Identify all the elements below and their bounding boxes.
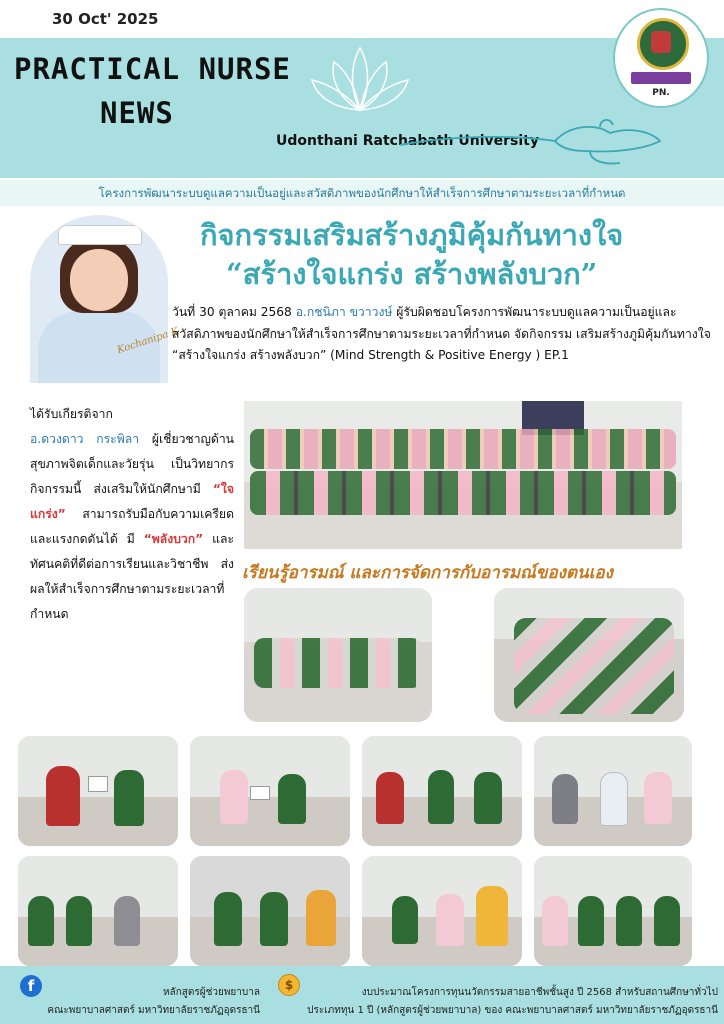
coordinator-portrait <box>30 215 168 383</box>
newsletter-title-line2: NEWS <box>100 96 174 130</box>
newsletter-title-line1: PRACTICAL NURSE <box>14 52 291 86</box>
logo-ribbon <box>631 72 691 84</box>
coin-icon: $ <box>278 974 300 996</box>
speaker-text-4: และทัศนคติที่ดีต่อการเรียนและวิชาชีพ ส่งผลให้สำเร็จการศึกษาตามระยะเวลาที่กำหนด <box>30 532 234 621</box>
seated-students <box>514 618 674 714</box>
portrait-signature: Kochanipa K. <box>115 324 184 357</box>
footer-funding-line2: ประเภททุน 1 ปี (หลักสูตรผู้ช่วยพยาบาล) ของ คณะพยาบาลศาสตร์ มหาวิทยาลัยราชภัฏอุดรธานี <box>307 1005 718 1016</box>
footer-faculty-name: คณะพยาบาลศาสตร์ มหาวิทยาลัยราชภัฏอุดรธานี <box>47 1005 260 1016</box>
activity-photo-3 <box>18 736 178 846</box>
activity-photo-7 <box>18 856 178 966</box>
activity-photo-8 <box>190 856 350 966</box>
project-banner: โครงการพัฒนาระบบดูแลความเป็นอยู่และสวัสดิภาพของนักศึกษาให้สำเร็จการศึกษาตามระยะเวลาที่กำหนด <box>0 180 724 206</box>
activity-photo-10 <box>534 856 692 966</box>
faculty-logo <box>613 8 709 108</box>
section-heading: เรียนรู้อารมณ์ และการจัดการกับอารมณ์ของตนเอง <box>242 563 613 583</box>
group-photo <box>244 401 682 549</box>
facebook-icon[interactable]: f <box>20 975 42 997</box>
activity-photo-4 <box>190 736 350 846</box>
logo-emblem <box>637 18 689 70</box>
keyword-positive-energy: “พลังบวก” <box>143 532 204 546</box>
speaker-text-2: ผู้เชี่ยวชาญด้านสุขภาพจิตเด็กและวัยรุ่น เป็นวิทยากร กิจกรรมนี้ ส่งเสริมให้นักศึกษามี <box>30 432 235 496</box>
activity-photo-2 <box>494 588 684 722</box>
intro-paragraph <box>172 302 712 367</box>
student-group <box>250 429 676 539</box>
intro-coordinator: อ.กชนิภา ขวาวงษ์ <box>295 305 393 319</box>
headline-line1: กิจกรรมเสริมสร้างภูมิคุ้มกันทางใจ <box>200 218 624 252</box>
speaker-text-3: สามารถรับมือกับความเครียดและแรงกดดันได้ มี <box>30 507 234 546</box>
logo-label: PN. <box>652 88 670 98</box>
speaker-text-1: ได้รับเกียรติจาก <box>30 407 113 421</box>
activity-photo-6 <box>534 736 692 846</box>
footer-funding-line1: งบประมาณโครงการทุนนวัตกรรมสายอาชีพชั้นสูง ปี 2568 สำหรับสถานศึกษาทั่วไป <box>361 987 718 998</box>
speaker-paragraph <box>30 402 234 627</box>
intro-date: วันที่ 30 ตุลาคม 2568 <box>172 305 296 319</box>
seated-students <box>254 638 422 688</box>
issue-date: 30 Oct' 2025 <box>52 10 159 28</box>
speaker-name: อ.ดวงดาว กระพิลา <box>30 432 140 446</box>
nursing-lamp-icon <box>395 105 665 175</box>
activity-photo-1 <box>244 588 432 722</box>
headline-line2: “สร้างใจแกร่ง สร้างพลังบวก” <box>226 257 598 291</box>
keyword-strong-mind: “ใจแกร่ง” <box>30 482 234 521</box>
activity-photo-9 <box>362 856 522 966</box>
intro-body: ผู้รับผิดชอบโครงการพัฒนาระบบดูแลความเป็นอยู่และสวัสดิภาพของนักศึกษาให้สำเร็จการศึกษาตามระยะเวลาที่กำหนด จัดกิจกรรม เสริมสร้างภูมิคุ้มกันทางใจ “สร้างใจแกร่ง สร้างพลังบวก” (Mind Strength & Positive Energy ) EP.1 <box>172 305 711 362</box>
university-name: Udonthani Ratchabath University <box>276 133 539 149</box>
activity-photo-5 <box>362 736 522 846</box>
footer-program-name: หลักสูตรผู้ช่วยพยาบาล <box>162 987 260 998</box>
